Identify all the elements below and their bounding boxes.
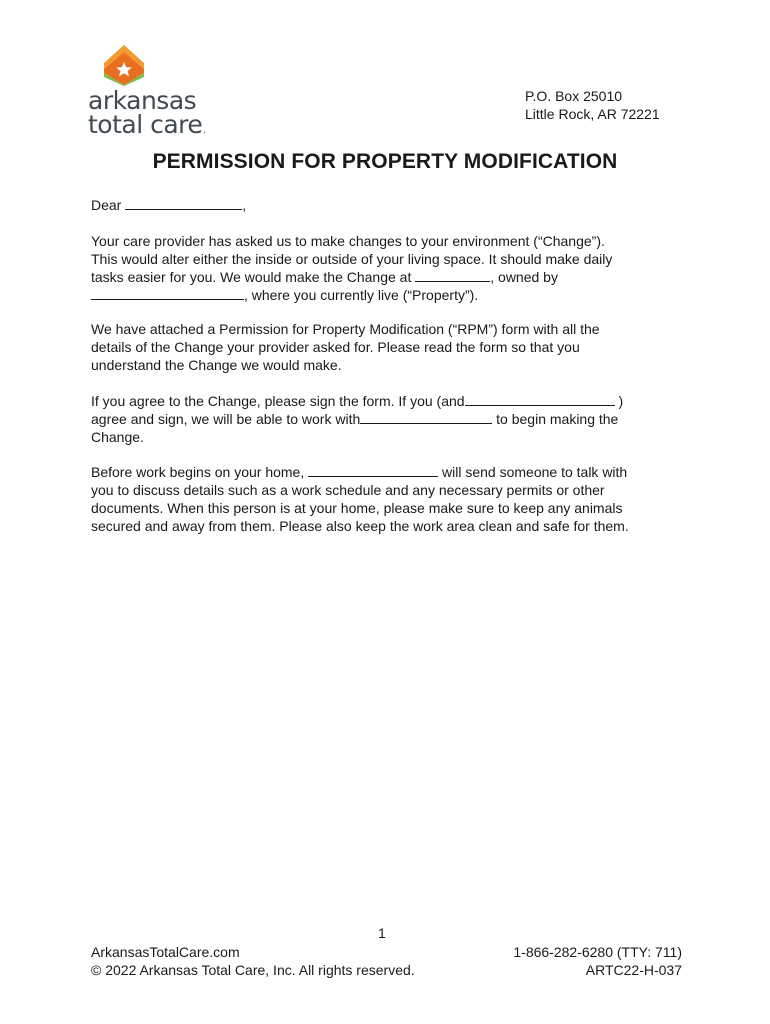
paragraph-1-line-4-suffix: , where you currently live (“Property”). — [244, 287, 479, 303]
paragraph-3-line-1 — [91, 392, 691, 410]
footer-website: ArkansasTotalCare.com — [91, 944, 240, 960]
arkansas-total-care-logo — [88, 44, 218, 140]
paragraph-4-line-1-suffix: will send someone to talk with — [438, 464, 628, 480]
paragraph-4-line-1 — [91, 463, 691, 481]
paragraph-2-line-3: understand the Change we would make. — [91, 357, 342, 373]
mailing-address — [525, 87, 660, 123]
address-line-1: P.O. Box 25010 — [525, 88, 623, 104]
paragraph-4-line-1-prefix: Before work begins on your home, — [91, 464, 309, 480]
paragraph-1-line-1: Your care provider has asked us to make changes to your environment (“Change”). — [91, 233, 605, 249]
greeting-prefix: Dear — [91, 197, 126, 213]
paragraph-3-line-2-prefix: agree and sign, we will be able to work with — [91, 411, 361, 427]
recipient-name-blank — [125, 196, 242, 210]
logo-trademark: . — [203, 126, 206, 136]
page-title: PERMISSION FOR PROPERTY MODIFICATION — [152, 150, 618, 173]
greeting — [91, 196, 691, 214]
contractor-name-blank-2 — [308, 463, 438, 477]
paragraph-2 — [91, 320, 691, 374]
paragraph-1-line-4 — [91, 286, 691, 304]
change-location-blank — [415, 268, 490, 282]
footer-phone: 1-866-282-6280 (TTY: 711) — [513, 944, 682, 960]
paragraph-2-line-1: We have attached a Permission for Property Modification (“RPM”) form with all the — [91, 321, 600, 337]
paragraph-1 — [91, 232, 691, 304]
greeting-line — [91, 196, 691, 214]
page-number: 1 — [378, 925, 386, 941]
logo-wordmark-arkansas: arkansas — [88, 86, 197, 115]
logo-wordmark-total-care-text: total care — [88, 110, 203, 139]
footer-right — [513, 943, 682, 979]
footer-copyright: © 2022 Arkansas Total Care, Inc. All rights reserved. — [91, 962, 415, 978]
paragraph-3-line-1-prefix: If you agree to the Change, please sign the form. If you (and — [91, 393, 465, 409]
logo-wordmark-total-care — [88, 112, 206, 137]
footer-document-code: ARTC22-H-037 — [585, 962, 682, 978]
contractor-name-blank — [360, 410, 492, 424]
paragraph-1-line-3-suffix: , owned by — [490, 269, 558, 285]
paragraph-4 — [91, 463, 691, 535]
paragraph-3 — [91, 392, 691, 446]
other-owner-blank — [465, 392, 615, 406]
logo-house-star-icon — [103, 44, 145, 86]
paragraph-3-line-2-suffix: to begin making the — [492, 411, 619, 427]
footer-left — [91, 943, 415, 979]
paragraph-3-line-2 — [91, 410, 691, 428]
property-owner-blank — [91, 286, 244, 300]
paragraph-1-line-2: This would alter either the inside or outside of your living space. It should make daily — [91, 251, 613, 267]
greeting-suffix: , — [242, 197, 247, 213]
paragraph-3-line-3: Change. — [91, 429, 144, 445]
paragraph-1-line-3 — [91, 268, 691, 286]
paragraph-2-line-2: details of the Change your provider asked for. Please read the form so that you — [91, 339, 580, 355]
paragraph-3-line-1-suffix: ) — [614, 393, 624, 409]
paragraph-4-line-2: you to discuss details such as a work schedule and any necessary permits or other — [91, 482, 605, 498]
paragraph-1-line-3-prefix: tasks easier for you. We would make the Change at — [91, 269, 416, 285]
paragraph-4-line-3: documents. When this person is at your home, please make sure to keep any animals — [91, 500, 623, 516]
address-line-2: Little Rock, AR 72221 — [525, 106, 660, 122]
paragraph-4-line-4: secured and away from them. Please also keep the work area clean and safe for them. — [91, 518, 629, 534]
